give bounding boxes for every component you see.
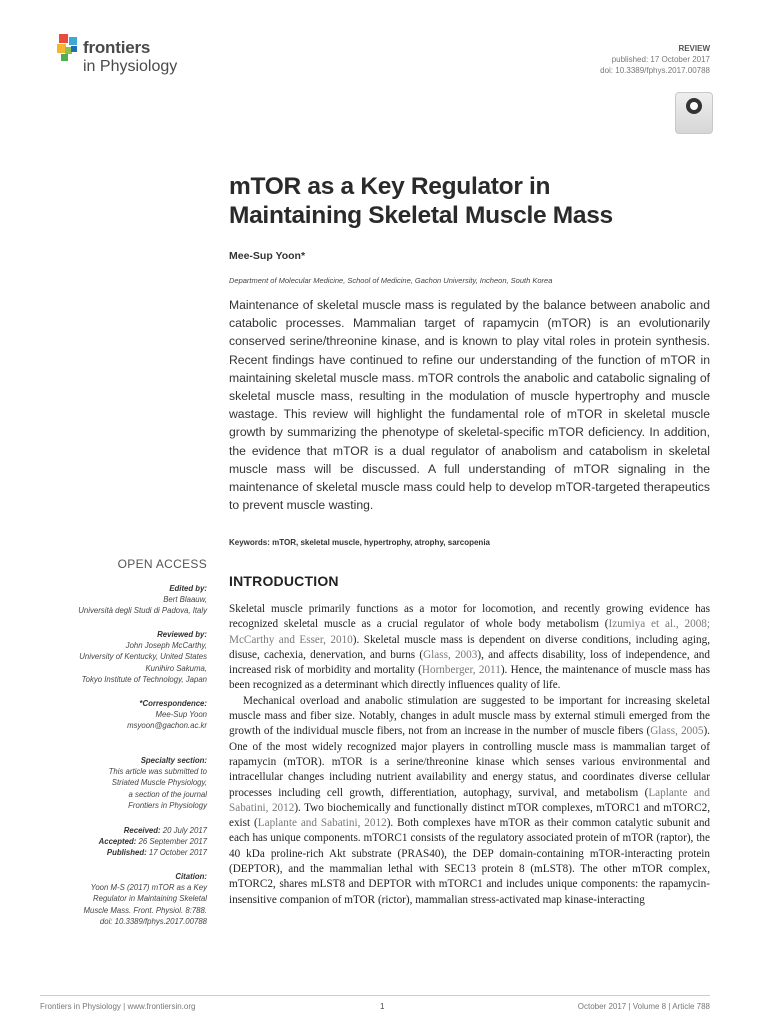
author-name[interactable]: Mee-Sup Yoon* [229,250,306,262]
citation-doi[interactable]: doi: 10.3389/fphys.2017.00788 [99,916,207,926]
reviewer-name[interactable]: Kunihiro Sakuma, [145,663,207,673]
keywords-list: mTOR, skeletal muscle, hypertrophy, atrophy, sarcopenia [272,538,490,547]
editor-affiliation: Università degli Studi di Padova, Italy [78,606,207,616]
keywords [229,538,490,547]
citation-label: Citation: [175,872,207,881]
reviewed-by-block [40,629,207,685]
specialty-line: Frontiers in Physiology [128,800,207,810]
correspondence-email[interactable]: msyoon@gachon.ac.kr [127,721,207,731]
footer-journal-link[interactable]: Frontiers in Physiology | www.frontiersin.org [40,1002,196,1011]
text-run: Skeletal muscle primarily functions as a motor for locomotion, and recently growing evidence has recognized skeletal muscle as a crucial regulator of whole body metabolism ( [229,603,710,631]
page-number: 1 [380,1002,385,1011]
logo-word-frontiers: frontiers [83,38,151,57]
editor-name[interactable]: Bert Blaauw, [163,595,207,605]
article-type: REVIEW [678,44,710,53]
published-date-side: 17 October 2017 [148,848,207,858]
abstract: Maintenance of skeletal muscle mass is regulated by the balance between anabolic and catabolic processes. Mammalian target of rapamycin (mTOR) is an evolutionarily conserved serine/threonine kinase, and is known to play vital roles in protein synthesis. Recent findings have continued to refine our understanding of the function of mTOR in maintaining skeletal muscle mass. mTOR controls the anabolic and catabolic signaling of skeletal muscle mass, resulting in the modulation of muscle hypertrophy and muscle wastage. This review will highlight the fundamental role of mTOR in skeletal muscle growth by summarizing the phenotype of skeletal-specific mTOR deficiency. In addition, the evidence that mTOR is a dual regulator of anabolism and catabolism in skeletal muscle mass will be discussed. A full understanding of mTOR signaling in the maintenance of skeletal muscle mass could help to develop mTOR-targeted therapeutics to prevent muscle wasting. [229,298,710,513]
footer-volume-info: October 2017 | Volume 8 | Article 788 [577,1002,710,1011]
open-access-label: OPEN ACCESS [117,557,207,571]
doi-link[interactable]: doi: 10.3389/fphys.2017.00788 [600,66,710,75]
specialty-label: Specialty section: [140,756,207,765]
received-label: Received: [123,826,161,835]
article-title [229,172,709,230]
title-line: mTOR as a Key Regulator in [229,173,551,200]
introduction-body [229,602,710,908]
received-date: 20 July 2017 [162,826,207,835]
citation-link[interactable]: Izumiya et al., 2008; McCarthy and Esser, 2010 [229,618,710,646]
citation-block [40,871,207,927]
paragraph [229,694,710,908]
reviewer-affiliation: Tokyo Institute of Technology, Japan [81,674,207,684]
citation-link[interactable]: Laplante and Sabatini, 2012 [229,786,710,814]
keywords-label: Keywords: [229,538,270,547]
reviewed-by-label: Reviewed by: [157,630,207,639]
logo-word-journal: in Physiology [83,58,178,75]
text-run: ), and affects disability, loss of independence, and increased risk of morbidity and mortality ( [229,648,710,677]
text-run: ). Hence, the maintenance of muscle mass has been recognized as a determinant which directly influences quality of life. [229,664,710,692]
check-for-updates-badge[interactable] [675,92,713,134]
accepted-label: Accepted: [98,837,137,847]
section-heading-introduction: INTRODUCTION [229,573,339,589]
reviewer-affiliation: University of Kentucky, United States [79,652,207,662]
specialty-line: a section of the journal [128,789,207,799]
journal-logo[interactable] [57,33,197,81]
text-run: ). Skeletal muscle mass is dependent on diverse conditions, including aging, disuse, cachexia, denervation, and burns ( [229,633,710,661]
paragraph [229,602,710,694]
text-run: ). Both complexes have mTOR as their common catalytic subunit and each has unique components. mTORC1 consists of the regulatory associated protein of mTOR (raptor), the 40 kDa proline-rich Akt substrate (PRAS40), the DEP domain-containing mTOR-interacting protein (DEPTOR), and the mammalian lethal with SEC13 protein 8 (mLST8). The other mTOR complex, mTORC2, shares mLST8 and DEPTOR with mTORC1 and includes unique components: the rapamycin-insensitive companion of mTOR (rictor), mammalian stress-activated map kinase-interacting [229,817,711,906]
citation-line: Regulator in Maintaining Skeletal [93,894,207,904]
reviewer-name[interactable]: John Joseph McCarthy, [125,641,207,651]
citation-link[interactable]: Glass, 2005 [650,725,704,738]
edited-by-block [40,583,207,617]
author-affiliation: Department of Molecular Medicine, School of Medicine, Gachon University, Incheon, South Korea [229,276,553,285]
specialty-line: Striated Muscle Physiology, [111,778,207,788]
correspondence-label: *Correspondence: [139,699,207,708]
text-run: ). Two biochemically and functionally distinct mTOR complexes, mTORC1 and mTORC2, exist ( [229,801,710,830]
footer-divider [40,995,710,996]
citation-link[interactable]: Glass, 2003 [423,648,478,661]
correspondence-name: Mee-Sup Yoon [155,710,207,720]
accepted-date: 26 September 2017 [138,837,207,847]
specialty-section-block [40,755,207,811]
text-run: Mechanical overload and anabolic stimulation are suggested to be important for increasing skeletal muscle mass and fiber size. Notably, changes in adult muscle mass by external stimuli emerged from the growth of the individual muscle fibers, not from an increase in the number of muscle fibers ( [229,694,710,738]
text-run: ). One of the most widely recognized major players in controlling muscle mass is mammalian target of rapamycin (mTOR). mTOR is a serine/threonine kinase which senses various environmental and intracellular changes including nutrient availability and energy status, and coordinates diverse cellular processes including cell growth, differentiation, autophagy, survival, and metabolism ( [229,725,710,799]
citation-link[interactable]: Laplante and Sabatini, 2012 [257,817,387,830]
published-label: Published: [106,848,147,858]
specialty-line: This article was submitted to [108,767,207,777]
citation-line: Muscle Mass. Front. Physiol. 8:788. [83,905,207,915]
frontiers-logo-icon [57,33,81,63]
published-date: published: 17 October 2017 [611,55,710,64]
dates-block [40,825,207,859]
correspondence-block [40,698,207,732]
citation-line: Yoon M-S (2017) mTOR as a Key [90,883,207,893]
edited-by-label: Edited by: [169,584,207,593]
check-for-updates-icon [686,98,702,114]
title-line: Maintaining Skeletal Muscle Mass [229,202,613,229]
citation-link[interactable]: Hornberger, 2011 [421,664,501,677]
